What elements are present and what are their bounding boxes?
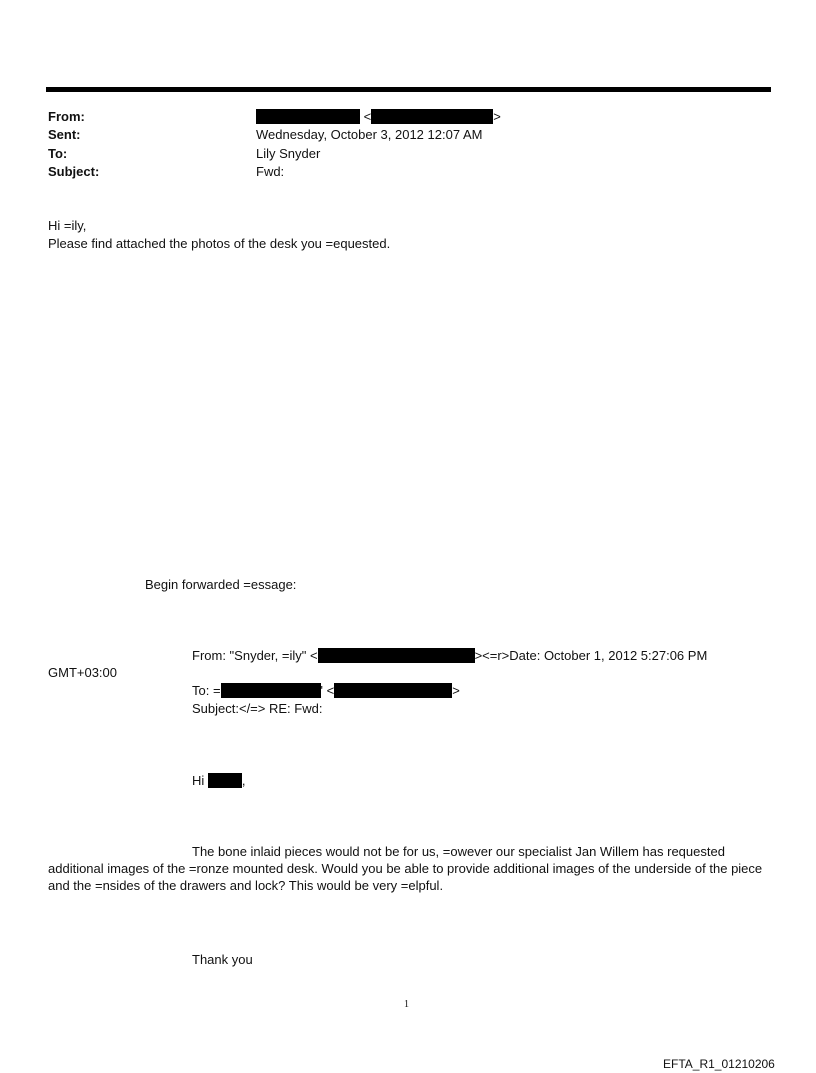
fwd-from-line — [192, 647, 707, 664]
forwarded-intro: Begin forwarded =essage: — [145, 577, 297, 592]
fwd-to-mid: ' < — [320, 683, 335, 698]
document-id: EFTA_R1_01210206 — [663, 1057, 775, 1071]
fwd-from-suffix: ><=r>Date: October 1, 2012 5:27:06 PM — [474, 648, 708, 663]
fwd-thanks: Thank you — [192, 952, 253, 967]
fwd-to-suffix: > — [452, 683, 460, 698]
page-number: 1 — [404, 999, 409, 1010]
fwd-subject: Subject:</=> RE: Fwd: — [192, 701, 323, 716]
from-lt: < — [363, 109, 372, 124]
redaction-bar — [221, 683, 321, 698]
fwd-from-prefix: From: "Snyder, =ily" < — [192, 648, 318, 663]
fwd-paragraph — [48, 843, 778, 894]
redaction-bar — [208, 773, 242, 788]
fwd-to-prefix: To: = — [192, 683, 221, 698]
fwd-hi-prefix: Hi — [192, 773, 205, 788]
fwd-hi-line — [192, 772, 246, 789]
redaction-bar — [256, 109, 360, 124]
greeting: Hi =ily, — [48, 218, 87, 233]
redaction-bar — [371, 109, 493, 124]
from-label: From: — [48, 109, 85, 124]
from-gt: > — [493, 109, 501, 124]
fwd-to-line — [192, 682, 460, 699]
redaction-bar — [334, 683, 452, 698]
sent-label: Sent: — [48, 127, 81, 142]
header-divider — [46, 87, 771, 92]
fwd-paragraph-text: The bone inlaid pieces would not be for us, =owever our specialist Jan Willem has requested additional images of the =ronze mounted desk. Would you be able to provide additional images of the underside of the piece and the =nsides of the drawers and lock? This would be very =elpful. — [48, 844, 763, 893]
body-line: Please find attached the photos of the desk you =equested. — [48, 236, 391, 251]
to-label: To: — [48, 146, 68, 161]
subject-label: Subject: — [48, 164, 100, 179]
sent-value: Wednesday, October 3, 2012 12:07 AM — [256, 127, 483, 142]
subject-value: Fwd: — [256, 164, 285, 179]
fwd-gmt: GMT+03:00 — [48, 665, 118, 680]
to-value: Lily Snyder — [256, 146, 321, 161]
fwd-hi-suffix: , — [241, 773, 246, 788]
from-value — [256, 108, 501, 125]
redaction-bar — [318, 648, 475, 663]
